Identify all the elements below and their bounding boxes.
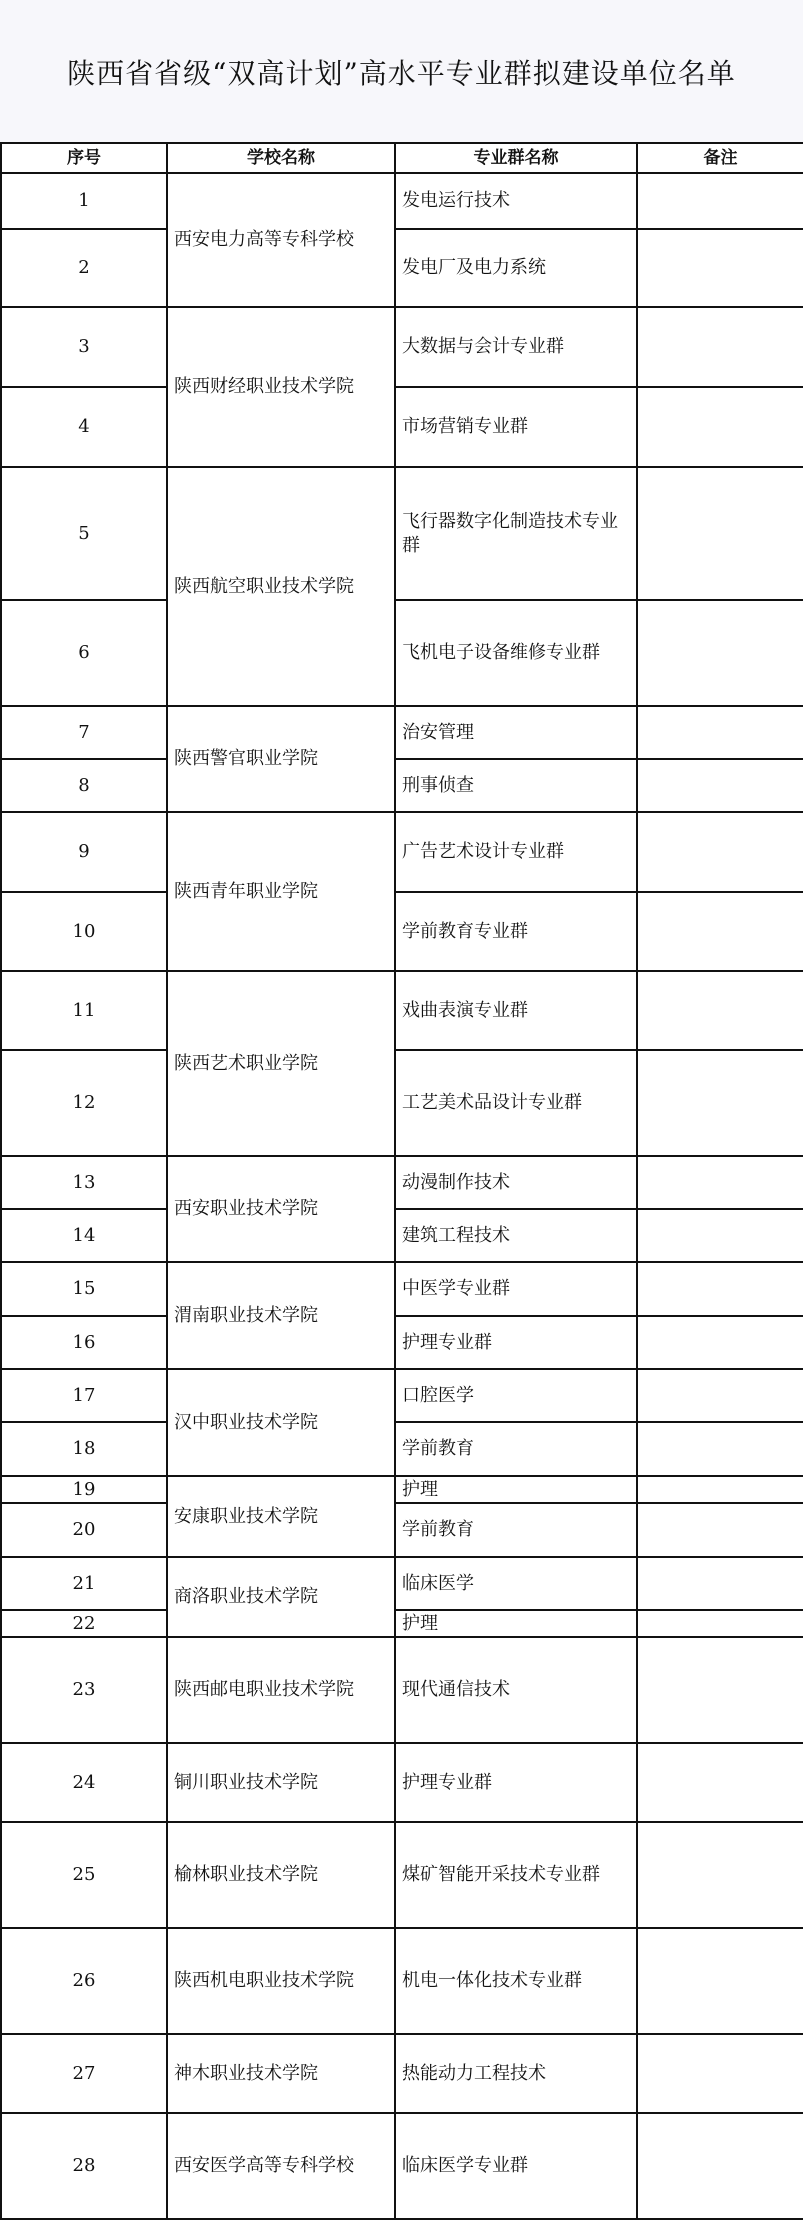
group-name: 学前教育专业群 bbox=[395, 892, 637, 971]
page-title: 陕西省省级“双高计划”高水平专业群拟建设单位名单 bbox=[67, 57, 736, 90]
school-name: 陕西财经职业技术学院 bbox=[167, 307, 395, 467]
school-name: 西安职业技术学院 bbox=[167, 1156, 395, 1262]
note-cell bbox=[637, 759, 803, 812]
row-index: 6 bbox=[1, 600, 167, 706]
table-row bbox=[1, 706, 803, 759]
note-cell bbox=[637, 1637, 803, 1743]
row-index: 5 bbox=[1, 467, 167, 600]
note-cell bbox=[637, 1503, 803, 1557]
table-row bbox=[1, 173, 803, 229]
note-cell bbox=[637, 812, 803, 892]
table-row bbox=[1, 1822, 803, 1928]
table-row bbox=[1, 1637, 803, 1743]
row-index: 25 bbox=[1, 1822, 167, 1928]
group-name: 发电运行技术 bbox=[395, 173, 637, 229]
note-cell bbox=[637, 1262, 803, 1316]
note-cell bbox=[637, 1610, 803, 1637]
header-note: 备注 bbox=[637, 143, 803, 173]
table-row bbox=[1, 1422, 803, 1476]
group-name: 口腔医学 bbox=[395, 1369, 637, 1422]
group-name: 护理专业群 bbox=[395, 1316, 637, 1369]
row-index: 15 bbox=[1, 1262, 167, 1316]
group-name: 临床医学 bbox=[395, 1557, 637, 1610]
note-cell bbox=[637, 892, 803, 971]
row-index: 3 bbox=[1, 307, 167, 387]
group-name: 广告艺术设计专业群 bbox=[395, 812, 637, 892]
school-name: 西安医学高等专科学校 bbox=[167, 2113, 395, 2219]
note-cell bbox=[637, 1369, 803, 1422]
note-cell bbox=[637, 1316, 803, 1369]
group-name: 学前教育 bbox=[395, 1422, 637, 1476]
group-name: 治安管理 bbox=[395, 706, 637, 759]
school-name: 陕西机电职业技术学院 bbox=[167, 1928, 395, 2034]
group-name: 大数据与会计专业群 bbox=[395, 307, 637, 387]
table-row bbox=[1, 1476, 803, 1503]
note-cell bbox=[637, 1422, 803, 1476]
group-name: 护理 bbox=[395, 1476, 637, 1503]
note-cell bbox=[637, 467, 803, 600]
table-row bbox=[1, 1262, 803, 1316]
table-row bbox=[1, 1503, 803, 1557]
table-header-row bbox=[1, 143, 803, 173]
row-index: 1 bbox=[1, 173, 167, 229]
school-name: 陕西青年职业学院 bbox=[167, 812, 395, 971]
row-index: 11 bbox=[1, 971, 167, 1050]
table-row bbox=[1, 1369, 803, 1422]
group-name: 热能动力工程技术 bbox=[395, 2034, 637, 2113]
row-index: 19 bbox=[1, 1476, 167, 1503]
header-school: 学校名称 bbox=[167, 143, 395, 173]
header-index: 序号 bbox=[1, 143, 167, 173]
group-name: 中医学专业群 bbox=[395, 1262, 637, 1316]
row-index: 12 bbox=[1, 1050, 167, 1156]
table-row bbox=[1, 1050, 803, 1156]
note-cell bbox=[637, 173, 803, 229]
group-name: 戏曲表演专业群 bbox=[395, 971, 637, 1050]
note-cell bbox=[637, 307, 803, 387]
note-cell bbox=[637, 229, 803, 307]
row-index: 10 bbox=[1, 892, 167, 971]
school-name: 渭南职业技术学院 bbox=[167, 1262, 395, 1369]
group-name: 动漫制作技术 bbox=[395, 1156, 637, 1209]
note-cell bbox=[637, 2113, 803, 2219]
header-group: 专业群名称 bbox=[395, 143, 637, 173]
group-name: 煤矿智能开采技术专业群 bbox=[395, 1822, 637, 1928]
school-list-table bbox=[0, 142, 803, 2220]
row-index: 26 bbox=[1, 1928, 167, 2034]
note-cell bbox=[637, 2034, 803, 2113]
group-name: 刑事侦查 bbox=[395, 759, 637, 812]
row-index: 2 bbox=[1, 229, 167, 307]
school-name: 陕西邮电职业技术学院 bbox=[167, 1637, 395, 1743]
row-index: 22 bbox=[1, 1610, 167, 1637]
group-name: 护理 bbox=[395, 1610, 637, 1637]
table-row bbox=[1, 1743, 803, 1822]
row-index: 8 bbox=[1, 759, 167, 812]
table-row bbox=[1, 1928, 803, 2034]
table-row bbox=[1, 892, 803, 971]
school-name: 汉中职业技术学院 bbox=[167, 1369, 395, 1476]
table-row bbox=[1, 1557, 803, 1610]
school-name: 陕西航空职业技术学院 bbox=[167, 467, 395, 706]
group-name: 飞机电子设备维修专业群 bbox=[395, 600, 637, 706]
note-cell bbox=[637, 1050, 803, 1156]
group-name: 护理专业群 bbox=[395, 1743, 637, 1822]
group-name: 现代通信技术 bbox=[395, 1637, 637, 1743]
group-name: 发电厂及电力系统 bbox=[395, 229, 637, 307]
school-name: 商洛职业技术学院 bbox=[167, 1557, 395, 1637]
row-index: 4 bbox=[1, 387, 167, 467]
note-cell bbox=[637, 1156, 803, 1209]
group-name: 工艺美术品设计专业群 bbox=[395, 1050, 637, 1156]
group-name: 建筑工程技术 bbox=[395, 1209, 637, 1262]
school-name: 安康职业技术学院 bbox=[167, 1476, 395, 1557]
row-index: 21 bbox=[1, 1557, 167, 1610]
school-name: 西安电力高等专科学校 bbox=[167, 173, 395, 307]
group-name: 飞行器数字化制造技术专业群 bbox=[395, 467, 637, 600]
table-row bbox=[1, 600, 803, 706]
note-cell bbox=[637, 1476, 803, 1503]
school-name: 铜川职业技术学院 bbox=[167, 1743, 395, 1822]
row-index: 16 bbox=[1, 1316, 167, 1369]
row-index: 13 bbox=[1, 1156, 167, 1209]
table-row bbox=[1, 307, 803, 387]
table-row bbox=[1, 1209, 803, 1262]
table-row bbox=[1, 229, 803, 307]
table-row bbox=[1, 2113, 803, 2219]
row-index: 17 bbox=[1, 1369, 167, 1422]
note-cell bbox=[637, 706, 803, 759]
note-cell bbox=[637, 1928, 803, 2034]
row-index: 23 bbox=[1, 1637, 167, 1743]
table-row bbox=[1, 387, 803, 467]
row-index: 28 bbox=[1, 2113, 167, 2219]
group-name: 市场营销专业群 bbox=[395, 387, 637, 467]
school-name: 榆林职业技术学院 bbox=[167, 1822, 395, 1928]
note-cell bbox=[637, 600, 803, 706]
note-cell bbox=[637, 1822, 803, 1928]
table-row bbox=[1, 2034, 803, 2113]
note-cell bbox=[637, 1557, 803, 1610]
school-name: 神木职业技术学院 bbox=[167, 2034, 395, 2113]
row-index: 9 bbox=[1, 812, 167, 892]
table-row bbox=[1, 971, 803, 1050]
row-index: 18 bbox=[1, 1422, 167, 1476]
group-name: 机电一体化技术专业群 bbox=[395, 1928, 637, 2034]
table-row bbox=[1, 1316, 803, 1369]
note-cell bbox=[637, 387, 803, 467]
group-name: 临床医学专业群 bbox=[395, 2113, 637, 2219]
note-cell bbox=[637, 1743, 803, 1822]
title-box bbox=[0, 0, 803, 143]
row-index: 24 bbox=[1, 1743, 167, 1822]
table-row bbox=[1, 812, 803, 892]
school-name: 陕西警官职业学院 bbox=[167, 706, 395, 812]
table-row bbox=[1, 1610, 803, 1637]
group-name: 学前教育 bbox=[395, 1503, 637, 1557]
table-row bbox=[1, 759, 803, 812]
row-index: 14 bbox=[1, 1209, 167, 1262]
table-row bbox=[1, 467, 803, 600]
row-index: 27 bbox=[1, 2034, 167, 2113]
note-cell bbox=[637, 971, 803, 1050]
table-row bbox=[1, 1156, 803, 1209]
note-cell bbox=[637, 1209, 803, 1262]
row-index: 7 bbox=[1, 706, 167, 759]
school-name: 陕西艺术职业学院 bbox=[167, 971, 395, 1156]
row-index: 20 bbox=[1, 1503, 167, 1557]
